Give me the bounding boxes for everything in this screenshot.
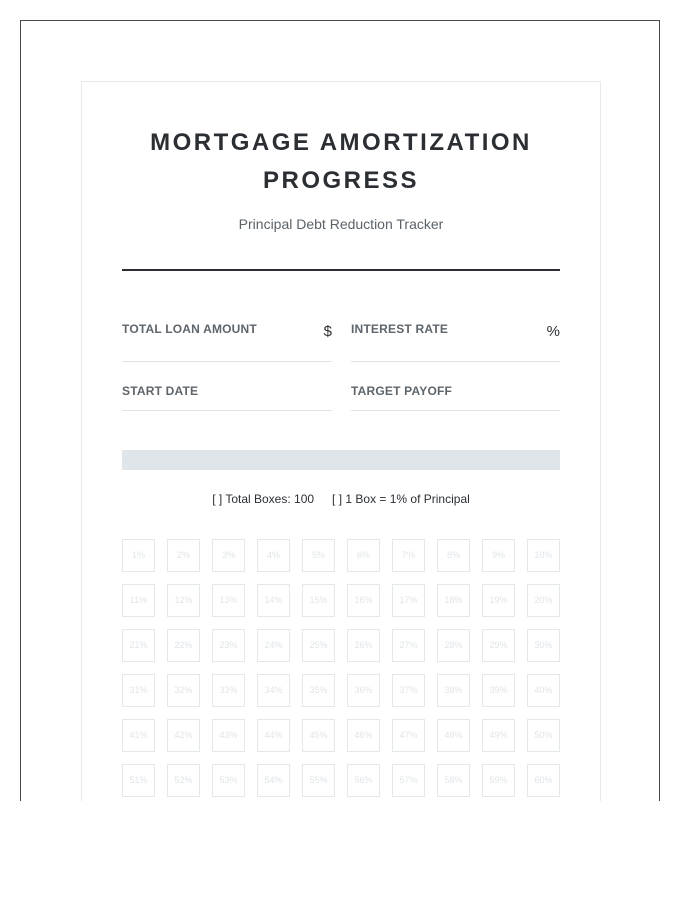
- progress-box[interactable]: 52%: [167, 764, 200, 797]
- progress-box[interactable]: 56%: [347, 764, 380, 797]
- start-date-field[interactable]: [122, 384, 332, 411]
- legend: [82, 492, 600, 506]
- progress-box[interactable]: 7%: [392, 539, 425, 572]
- progress-box[interactable]: 32%: [167, 674, 200, 707]
- progress-box[interactable]: 55%: [302, 764, 335, 797]
- progress-box[interactable]: 9%: [482, 539, 515, 572]
- progress-box[interactable]: 59%: [482, 764, 515, 797]
- title-line-1: MORTGAGE AMORTIZATION: [150, 129, 532, 156]
- progress-box[interactable]: 8%: [437, 539, 470, 572]
- progress-box[interactable]: 11%: [122, 584, 155, 617]
- progress-box[interactable]: 2%: [167, 539, 200, 572]
- title-line-2: PROGRESS: [262, 167, 420, 194]
- progress-box[interactable]: 53%: [212, 764, 245, 797]
- page-subtitle: Principal Debt Reduction Tracker: [238, 216, 444, 232]
- progress-box[interactable]: 23%: [212, 629, 245, 662]
- progress-box[interactable]: 26%: [347, 629, 380, 662]
- progress-bar: [122, 450, 560, 470]
- progress-box[interactable]: 49%: [482, 719, 515, 752]
- progress-box[interactable]: 37%: [392, 674, 425, 707]
- progress-box[interactable]: 39%: [482, 674, 515, 707]
- progress-box[interactable]: 17%: [392, 584, 425, 617]
- progress-box[interactable]: 10%: [527, 539, 560, 572]
- target-payoff-label: TARGET PAYOFF: [351, 384, 453, 398]
- progress-box[interactable]: 60%: [527, 764, 560, 797]
- progress-box[interactable]: 46%: [347, 719, 380, 752]
- progress-box[interactable]: 28%: [437, 629, 470, 662]
- target-payoff-field[interactable]: [351, 384, 560, 411]
- progress-box[interactable]: 27%: [392, 629, 425, 662]
- progress-box[interactable]: 14%: [257, 584, 290, 617]
- start-date-label: START DATE: [122, 384, 199, 398]
- progress-box[interactable]: 44%: [257, 719, 290, 752]
- progress-box[interactable]: 48%: [437, 719, 470, 752]
- title-divider: [122, 269, 560, 271]
- progress-box[interactable]: 22%: [167, 629, 200, 662]
- progress-box[interactable]: 5%: [302, 539, 335, 572]
- progress-box[interactable]: 45%: [302, 719, 335, 752]
- total-loan-amount-label: TOTAL LOAN AMOUNT: [122, 322, 257, 336]
- progress-box[interactable]: 1%: [122, 539, 155, 572]
- progress-box[interactable]: 43%: [212, 719, 245, 752]
- legend-box-value: [ ] 1 Box = 1% of Principal: [332, 492, 470, 506]
- progress-box[interactable]: 50%: [527, 719, 560, 752]
- tracker-sheet: [81, 81, 601, 801]
- progress-box[interactable]: 19%: [482, 584, 515, 617]
- progress-box[interactable]: 35%: [302, 674, 335, 707]
- progress-box[interactable]: 18%: [437, 584, 470, 617]
- progress-box[interactable]: 12%: [167, 584, 200, 617]
- interest-rate-label: INTEREST RATE: [351, 322, 449, 336]
- progress-box[interactable]: 34%: [257, 674, 290, 707]
- progress-box[interactable]: 57%: [392, 764, 425, 797]
- progress-box[interactable]: 29%: [482, 629, 515, 662]
- progress-box[interactable]: 51%: [122, 764, 155, 797]
- page-frame: [20, 20, 660, 801]
- progress-box[interactable]: 15%: [302, 584, 335, 617]
- progress-box[interactable]: 25%: [302, 629, 335, 662]
- progress-box[interactable]: 41%: [122, 719, 155, 752]
- progress-box[interactable]: 13%: [212, 584, 245, 617]
- progress-box[interactable]: 24%: [257, 629, 290, 662]
- progress-box[interactable]: 47%: [392, 719, 425, 752]
- dollar-unit: $: [323, 323, 332, 340]
- percent-unit: %: [546, 323, 560, 340]
- progress-box[interactable]: 3%: [212, 539, 245, 572]
- page-title: [82, 124, 600, 200]
- progress-box[interactable]: 54%: [257, 764, 290, 797]
- progress-box[interactable]: 42%: [167, 719, 200, 752]
- progress-box[interactable]: 36%: [347, 674, 380, 707]
- progress-box[interactable]: 40%: [527, 674, 560, 707]
- legend-total-boxes: [ ] Total Boxes: 100: [212, 492, 315, 506]
- progress-box[interactable]: 30%: [527, 629, 560, 662]
- progress-box[interactable]: 21%: [122, 629, 155, 662]
- progress-box[interactable]: 16%: [347, 584, 380, 617]
- progress-box[interactable]: 20%: [527, 584, 560, 617]
- total-loan-amount-field[interactable]: [122, 322, 332, 362]
- progress-box[interactable]: 6%: [347, 539, 380, 572]
- progress-box[interactable]: 38%: [437, 674, 470, 707]
- progress-box[interactable]: 4%: [257, 539, 290, 572]
- progress-box[interactable]: 58%: [437, 764, 470, 797]
- progress-box[interactable]: 31%: [122, 674, 155, 707]
- interest-rate-field[interactable]: [351, 322, 560, 362]
- progress-box[interactable]: 33%: [212, 674, 245, 707]
